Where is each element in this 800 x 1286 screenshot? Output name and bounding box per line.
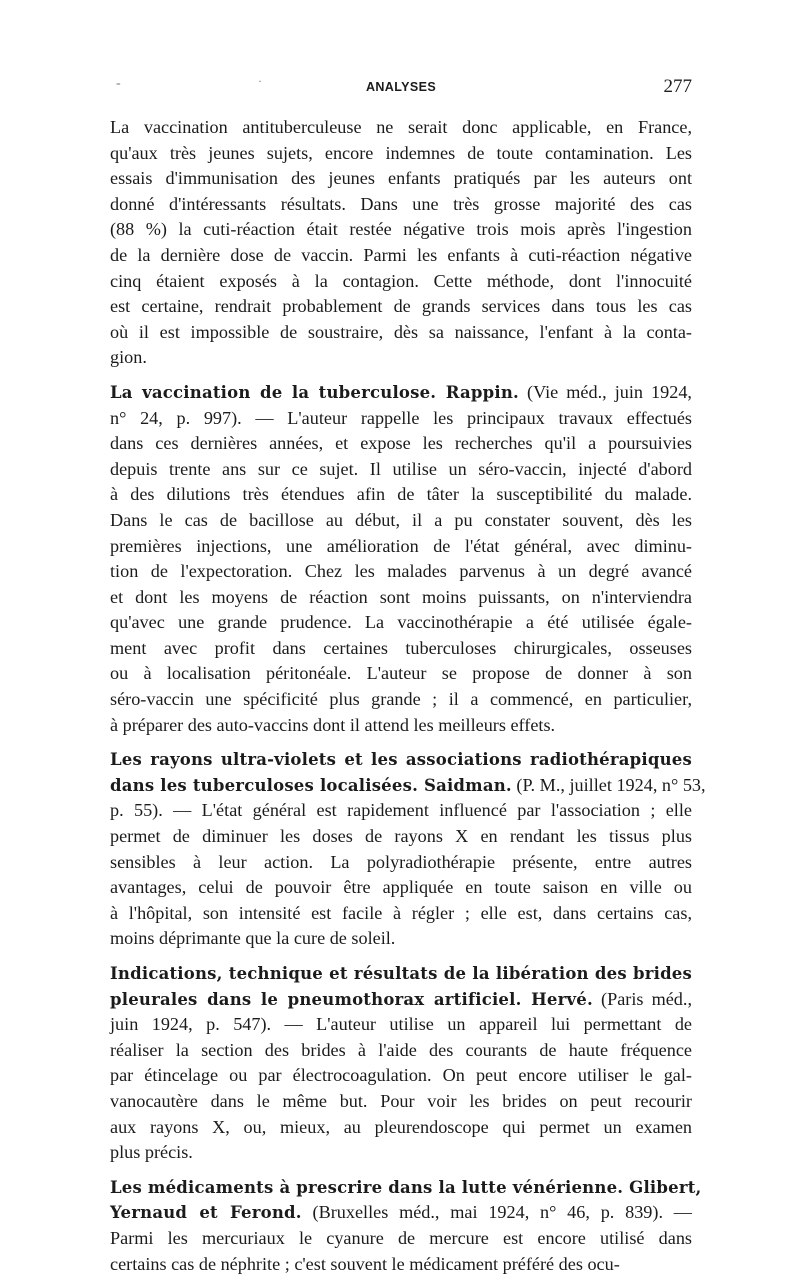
text-line: depuis trente ans sur ce sujet. Il utilise un séro-vaccin, injecté d'abord	[110, 458, 692, 479]
entry-title: pleurales dans le pneumothorax artificiel. Hervé.	[110, 989, 593, 1009]
text-line: cinq étaient exposés à la contagion. Cette méthode, dont l'innocuité	[110, 270, 692, 291]
entry-citation: (Bruxelles méd., mai 1924, n° 46, p. 839). —	[301, 1202, 692, 1223]
text-line: p. 55). — L'état général est rapidement influencé par l'association ; elle	[110, 800, 692, 821]
entry-title: Yernaud et Ferond.	[110, 1203, 302, 1223]
text-line: à des dilutions très étendues afin de tâter la susceptibilité du malade.	[110, 484, 692, 505]
entry-title: Les médicaments à prescrire dans la lutte vénérienne. Glibert,	[110, 1177, 702, 1197]
text-line: où il est impossible de soustraire, dès sa naissance, l'enfant à la conta-	[110, 321, 692, 342]
text-line: qu'aux très jeunes sujets, encore indemnes de toute contamination. Les	[110, 142, 692, 163]
text-line: aux rayons X, ou, mieux, au pleurendoscope qui permet un examen	[110, 1116, 692, 1137]
text-line	[110, 773, 706, 799]
text-line: gion.	[110, 347, 147, 368]
article-body	[110, 115, 706, 1286]
entry-citation: (Vie méd., juin 1924,	[518, 381, 692, 402]
header-mark: -	[116, 76, 121, 91]
text-line	[110, 987, 692, 1013]
text-line: juin 1924, p. 547). — L'auteur utilise un appareil lui permettant de	[110, 1014, 692, 1035]
abstract-entry	[110, 747, 706, 952]
entry-citation: (Paris méd.,	[592, 988, 692, 1009]
entry-title: dans les tuberculoses localisées. Saidman.	[110, 775, 512, 795]
text-line: Dans le cas de bacillose au début, il a pu constater souvent, dès les	[110, 509, 692, 530]
text-line: par étincelage ou par électrocoagulation. On peut encore utiliser le gal-	[110, 1065, 692, 1086]
text-line: (88 %) la cuti-réaction était restée négative trois mois après l'ingestion	[110, 219, 692, 240]
abstract-entry	[110, 1175, 702, 1277]
text-line: de la dernière dose de vaccin. Parmi les enfants à cuti-réaction négative	[110, 244, 692, 265]
abstract-entry	[110, 380, 692, 738]
header-title: ANALYSES	[365, 80, 437, 94]
text-line: permet de diminuer les doses de rayons X en rendant les tissus plus	[110, 826, 692, 847]
text-line: est certaine, rendrait probablement de grands services dans tous les cas	[110, 296, 692, 317]
text-line: n° 24, p. 997). — L'auteur rappelle les principaux travaux effectués	[110, 407, 692, 428]
text-line: tion de l'expectoration. Chez les malades parvenus à un degré avancé	[110, 561, 692, 582]
text-line: plus précis.	[110, 1142, 193, 1163]
entry-title: Indications, technique et résultats de la libération des brides	[110, 964, 692, 983]
text-line: vanocautère dans le même but. Pour voir les brides on peut recourir	[110, 1090, 692, 1111]
entry-citation: (P. M., juillet 1924, n° 53,	[511, 774, 706, 795]
text-line: premières injections, une amélioration de l'état général, avec diminu-	[110, 535, 692, 556]
text-line: essais d'immunisation des jeunes enfants pratiqués par les auteurs ont	[110, 168, 692, 189]
text-line: ment avec profit dans certaines tuberculoses chirurgicales, osseuses	[110, 637, 692, 658]
entry-title: Les rayons ultra-violets et les associations radiothérapiques	[110, 750, 692, 770]
text-line	[110, 961, 692, 987]
text-line: séro-vaccin une spécificité plus grande ; il a commencé, en particulier,	[110, 689, 692, 710]
text-line: certains cas de néphrite ; c'est souvent le médicament préféré des ocu-	[110, 1253, 620, 1274]
text-line: Parmi les mercuriaux le cyanure de mercure est encore utilisé dans	[110, 1227, 692, 1248]
text-line	[110, 1200, 692, 1226]
header-dot: ·	[258, 74, 262, 88]
text-line: à préparer des auto-vaccins dont il attend les meilleurs effets.	[110, 714, 556, 735]
page-number: 277	[663, 76, 692, 97]
entry-title: La vaccination de la tuberculose. Rappin.	[110, 382, 519, 402]
text-line: sensibles à leur action. La polyradiothérapie présente, entre autres	[110, 851, 692, 872]
text-line: avantages, celui de pouvoir être appliquée en toute saison en ville ou	[110, 877, 692, 898]
paragraph-continued	[110, 115, 692, 371]
text-line: dans ces dernières années, et expose les recherches qu'il a poursuivies	[110, 433, 692, 454]
abstract-entry	[110, 961, 692, 1166]
text-line: à l'hôpital, son intensité est facile à régler ; elle est, dans certains cas,	[110, 902, 692, 923]
text-line	[110, 747, 692, 773]
text-line	[110, 380, 692, 406]
text-line: moins déprimante que la cure de soleil.	[110, 928, 396, 949]
running-header	[110, 76, 692, 98]
text-line	[110, 1175, 702, 1201]
text-line: ou à localisation péritonéale. L'auteur se propose de donner à son	[110, 663, 692, 684]
text-line: qu'avec une grande prudence. La vaccinothérapie a été utilisée égale-	[110, 612, 692, 633]
text-line: donné d'intéressants résultats. Dans une très grosse majorité des cas	[110, 193, 692, 214]
text-line: réaliser la section des brides à l'aide des courants de haute fréquence	[110, 1039, 692, 1060]
text-line: La vaccination antituberculeuse ne serait donc applicable, en France,	[110, 117, 692, 137]
text-line: et dont les moyens de réaction sont moins puissants, on n'interviendra	[110, 586, 692, 607]
